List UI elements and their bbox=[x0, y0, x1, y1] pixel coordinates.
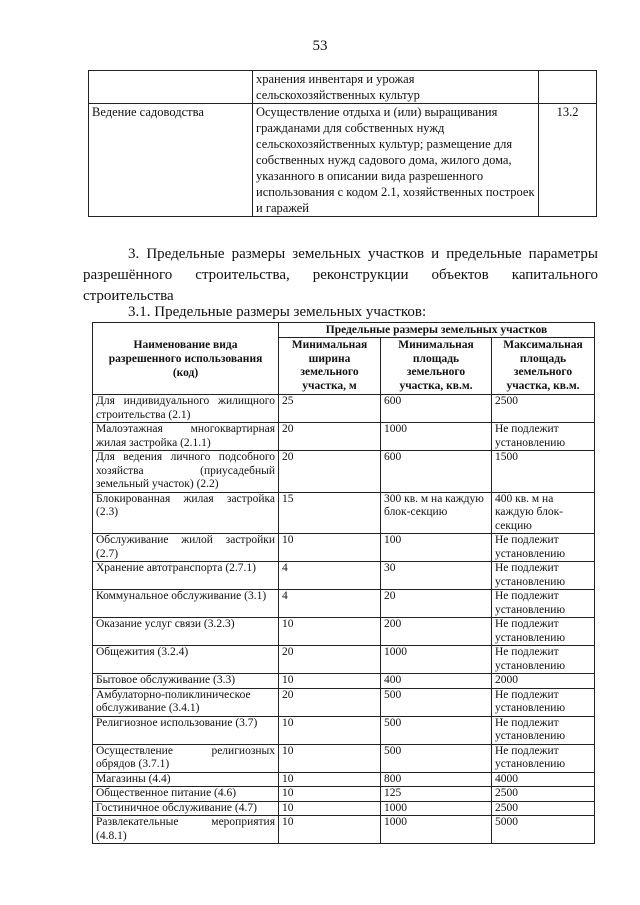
table-row bbox=[89, 71, 597, 104]
section-heading-line: 3. Предельные размеры земельных участков и предельные параметры bbox=[128, 246, 598, 262]
max-area-cell: 2500 bbox=[492, 801, 595, 816]
min-width-cell: 10 bbox=[279, 801, 381, 816]
header-use-name: Наименование вида разрешенного использования (код) bbox=[93, 323, 279, 395]
use-name-cell: Для ведения личного подсобного хозяйства (приусадебный земельный участок) (2.2) bbox=[93, 451, 279, 493]
min-area-cell: 125 bbox=[381, 787, 492, 802]
section-heading bbox=[83, 244, 598, 307]
page-number: 53 bbox=[312, 38, 328, 54]
min-area-cell: 200 bbox=[381, 618, 492, 646]
table-row bbox=[93, 646, 595, 674]
max-area-cell: Не подлежит установлению bbox=[492, 646, 595, 674]
use-name-cell: Гостиничное обслуживание (4.7) bbox=[93, 801, 279, 816]
use-name-cell bbox=[89, 71, 253, 104]
use-name-cell: Коммунальное обслуживание (3.1) bbox=[93, 590, 279, 618]
min-width-cell: 20 bbox=[279, 451, 381, 493]
min-width-cell: 15 bbox=[279, 492, 381, 534]
min-area-cell: 500 bbox=[381, 688, 492, 716]
use-name-cell: Развлекательные мероприятия (4.8.1) bbox=[93, 816, 279, 844]
land-use-table-continuation bbox=[88, 70, 597, 217]
min-area-cell: 500 bbox=[381, 744, 492, 772]
max-area-cell: 2000 bbox=[492, 674, 595, 689]
max-area-cell: 1500 bbox=[492, 451, 595, 493]
min-width-cell: 10 bbox=[279, 618, 381, 646]
min-width-cell: 10 bbox=[279, 674, 381, 689]
max-area-cell: Не подлежит установлению bbox=[492, 423, 595, 451]
min-area-cell: 1000 bbox=[381, 423, 492, 451]
min-area-cell: 300 кв. м на каждую блок-секцию bbox=[381, 492, 492, 534]
max-area-cell: Не подлежит установлению bbox=[492, 688, 595, 716]
table-row bbox=[93, 534, 595, 562]
table-header-row bbox=[93, 323, 595, 338]
table-row bbox=[93, 716, 595, 744]
max-area-cell: 4000 bbox=[492, 772, 595, 787]
use-name-cell: Ведение садоводства bbox=[89, 104, 253, 217]
use-code-cell bbox=[539, 71, 597, 104]
min-area-cell: 30 bbox=[381, 562, 492, 590]
table-row bbox=[93, 674, 595, 689]
header-group: Предельные размеры земельных участков bbox=[279, 323, 595, 338]
min-width-cell: 10 bbox=[279, 816, 381, 844]
table-row bbox=[93, 423, 595, 451]
table-row bbox=[93, 787, 595, 802]
max-area-cell: Не подлежит установлению bbox=[492, 744, 595, 772]
max-area-cell: 2500 bbox=[492, 787, 595, 802]
use-description-cell: Осуществление отдыха и (или) выращивания гражданами для собственных нужд сельскохозяйственных культур; размещение для собственных нужд садового дома, жилого дома, указанного в описании вида разрешенного использования с кодом 2.1, хозяйственных построек и гаражей bbox=[253, 104, 539, 217]
use-name-cell: Блокированная жилая застройка (2.3) bbox=[93, 492, 279, 534]
subsection-heading: 3.1. Предельные размеры земельных участков: bbox=[128, 304, 427, 320]
table-row bbox=[89, 104, 597, 217]
min-width-cell: 10 bbox=[279, 744, 381, 772]
header-max-area: Максимальная площадь земельного участка, кв.м. bbox=[492, 338, 595, 395]
min-width-cell: 4 bbox=[279, 590, 381, 618]
min-area-cell: 500 bbox=[381, 716, 492, 744]
max-area-cell: Не подлежит установлению bbox=[492, 716, 595, 744]
table-row bbox=[93, 395, 595, 423]
min-area-cell: 1000 bbox=[381, 801, 492, 816]
min-width-cell: 20 bbox=[279, 646, 381, 674]
table-row bbox=[93, 562, 595, 590]
table-row bbox=[93, 590, 595, 618]
use-name-cell: Для индивидуального жилищного строительства (2.1) bbox=[93, 395, 279, 423]
max-area-cell: 2500 bbox=[492, 395, 595, 423]
min-width-cell: 10 bbox=[279, 787, 381, 802]
plot-size-limits-table bbox=[92, 322, 595, 844]
use-name-cell: Магазины (4.4) bbox=[93, 772, 279, 787]
use-name-cell: Осуществление религиозных обрядов (3.7.1) bbox=[93, 744, 279, 772]
use-name-cell: Хранение автотранспорта (2.7.1) bbox=[93, 562, 279, 590]
max-area-cell: 400 кв. м на каждую блок-секцию bbox=[492, 492, 595, 534]
min-area-cell: 1000 bbox=[381, 816, 492, 844]
min-area-cell: 400 bbox=[381, 674, 492, 689]
use-name-cell: Обслуживание жилой застройки (2.7) bbox=[93, 534, 279, 562]
min-width-cell: 10 bbox=[279, 534, 381, 562]
use-name-cell: Оказание услуг связи (3.2.3) bbox=[93, 618, 279, 646]
min-area-cell: 800 bbox=[381, 772, 492, 787]
min-area-cell: 600 bbox=[381, 395, 492, 423]
max-area-cell: Не подлежит установлению bbox=[492, 590, 595, 618]
min-area-cell: 20 bbox=[381, 590, 492, 618]
max-area-cell: 5000 bbox=[492, 816, 595, 844]
min-width-cell: 25 bbox=[279, 395, 381, 423]
min-width-cell: 20 bbox=[279, 423, 381, 451]
min-area-cell: 600 bbox=[381, 451, 492, 493]
table-row bbox=[93, 744, 595, 772]
use-name-cell: Амбулаторно-поликлиническое обслуживание (3.4.1) bbox=[93, 688, 279, 716]
use-name-cell: Религиозное использование (3.7) bbox=[93, 716, 279, 744]
section-heading-line: разрешённого строительства, реконструкции объектов капитального bbox=[83, 267, 598, 283]
use-name-cell: Бытовое обслуживание (3.3) bbox=[93, 674, 279, 689]
max-area-cell: Не подлежит установлению bbox=[492, 534, 595, 562]
table-row bbox=[93, 618, 595, 646]
table-row bbox=[93, 801, 595, 816]
table-row bbox=[93, 688, 595, 716]
min-area-cell: 100 bbox=[381, 534, 492, 562]
min-width-cell: 10 bbox=[279, 716, 381, 744]
min-width-cell: 4 bbox=[279, 562, 381, 590]
use-code-cell: 13.2 bbox=[539, 104, 597, 217]
section-heading-line: строительства bbox=[83, 288, 174, 304]
min-width-cell: 20 bbox=[279, 688, 381, 716]
header-min-width: Минимальная ширина земельного участка, м bbox=[279, 338, 381, 395]
max-area-cell: Не подлежит установлению bbox=[492, 562, 595, 590]
table-row bbox=[93, 772, 595, 787]
table-row bbox=[93, 492, 595, 534]
min-area-cell: 1000 bbox=[381, 646, 492, 674]
use-name-cell: Малоэтажная многоквартирная жилая застройка (2.1.1) bbox=[93, 423, 279, 451]
use-name-cell: Общежития (3.2.4) bbox=[93, 646, 279, 674]
use-description-cell: хранения инвентаря и урожая сельскохозяйственных культур bbox=[253, 71, 539, 104]
use-name-cell: Общественное питание (4.6) bbox=[93, 787, 279, 802]
max-area-cell: Не подлежит установлению bbox=[492, 618, 595, 646]
min-width-cell: 10 bbox=[279, 772, 381, 787]
header-min-area: Минимальная площадь земельного участка, кв.м. bbox=[381, 338, 492, 395]
table-row bbox=[93, 816, 595, 844]
table-row bbox=[93, 451, 595, 493]
